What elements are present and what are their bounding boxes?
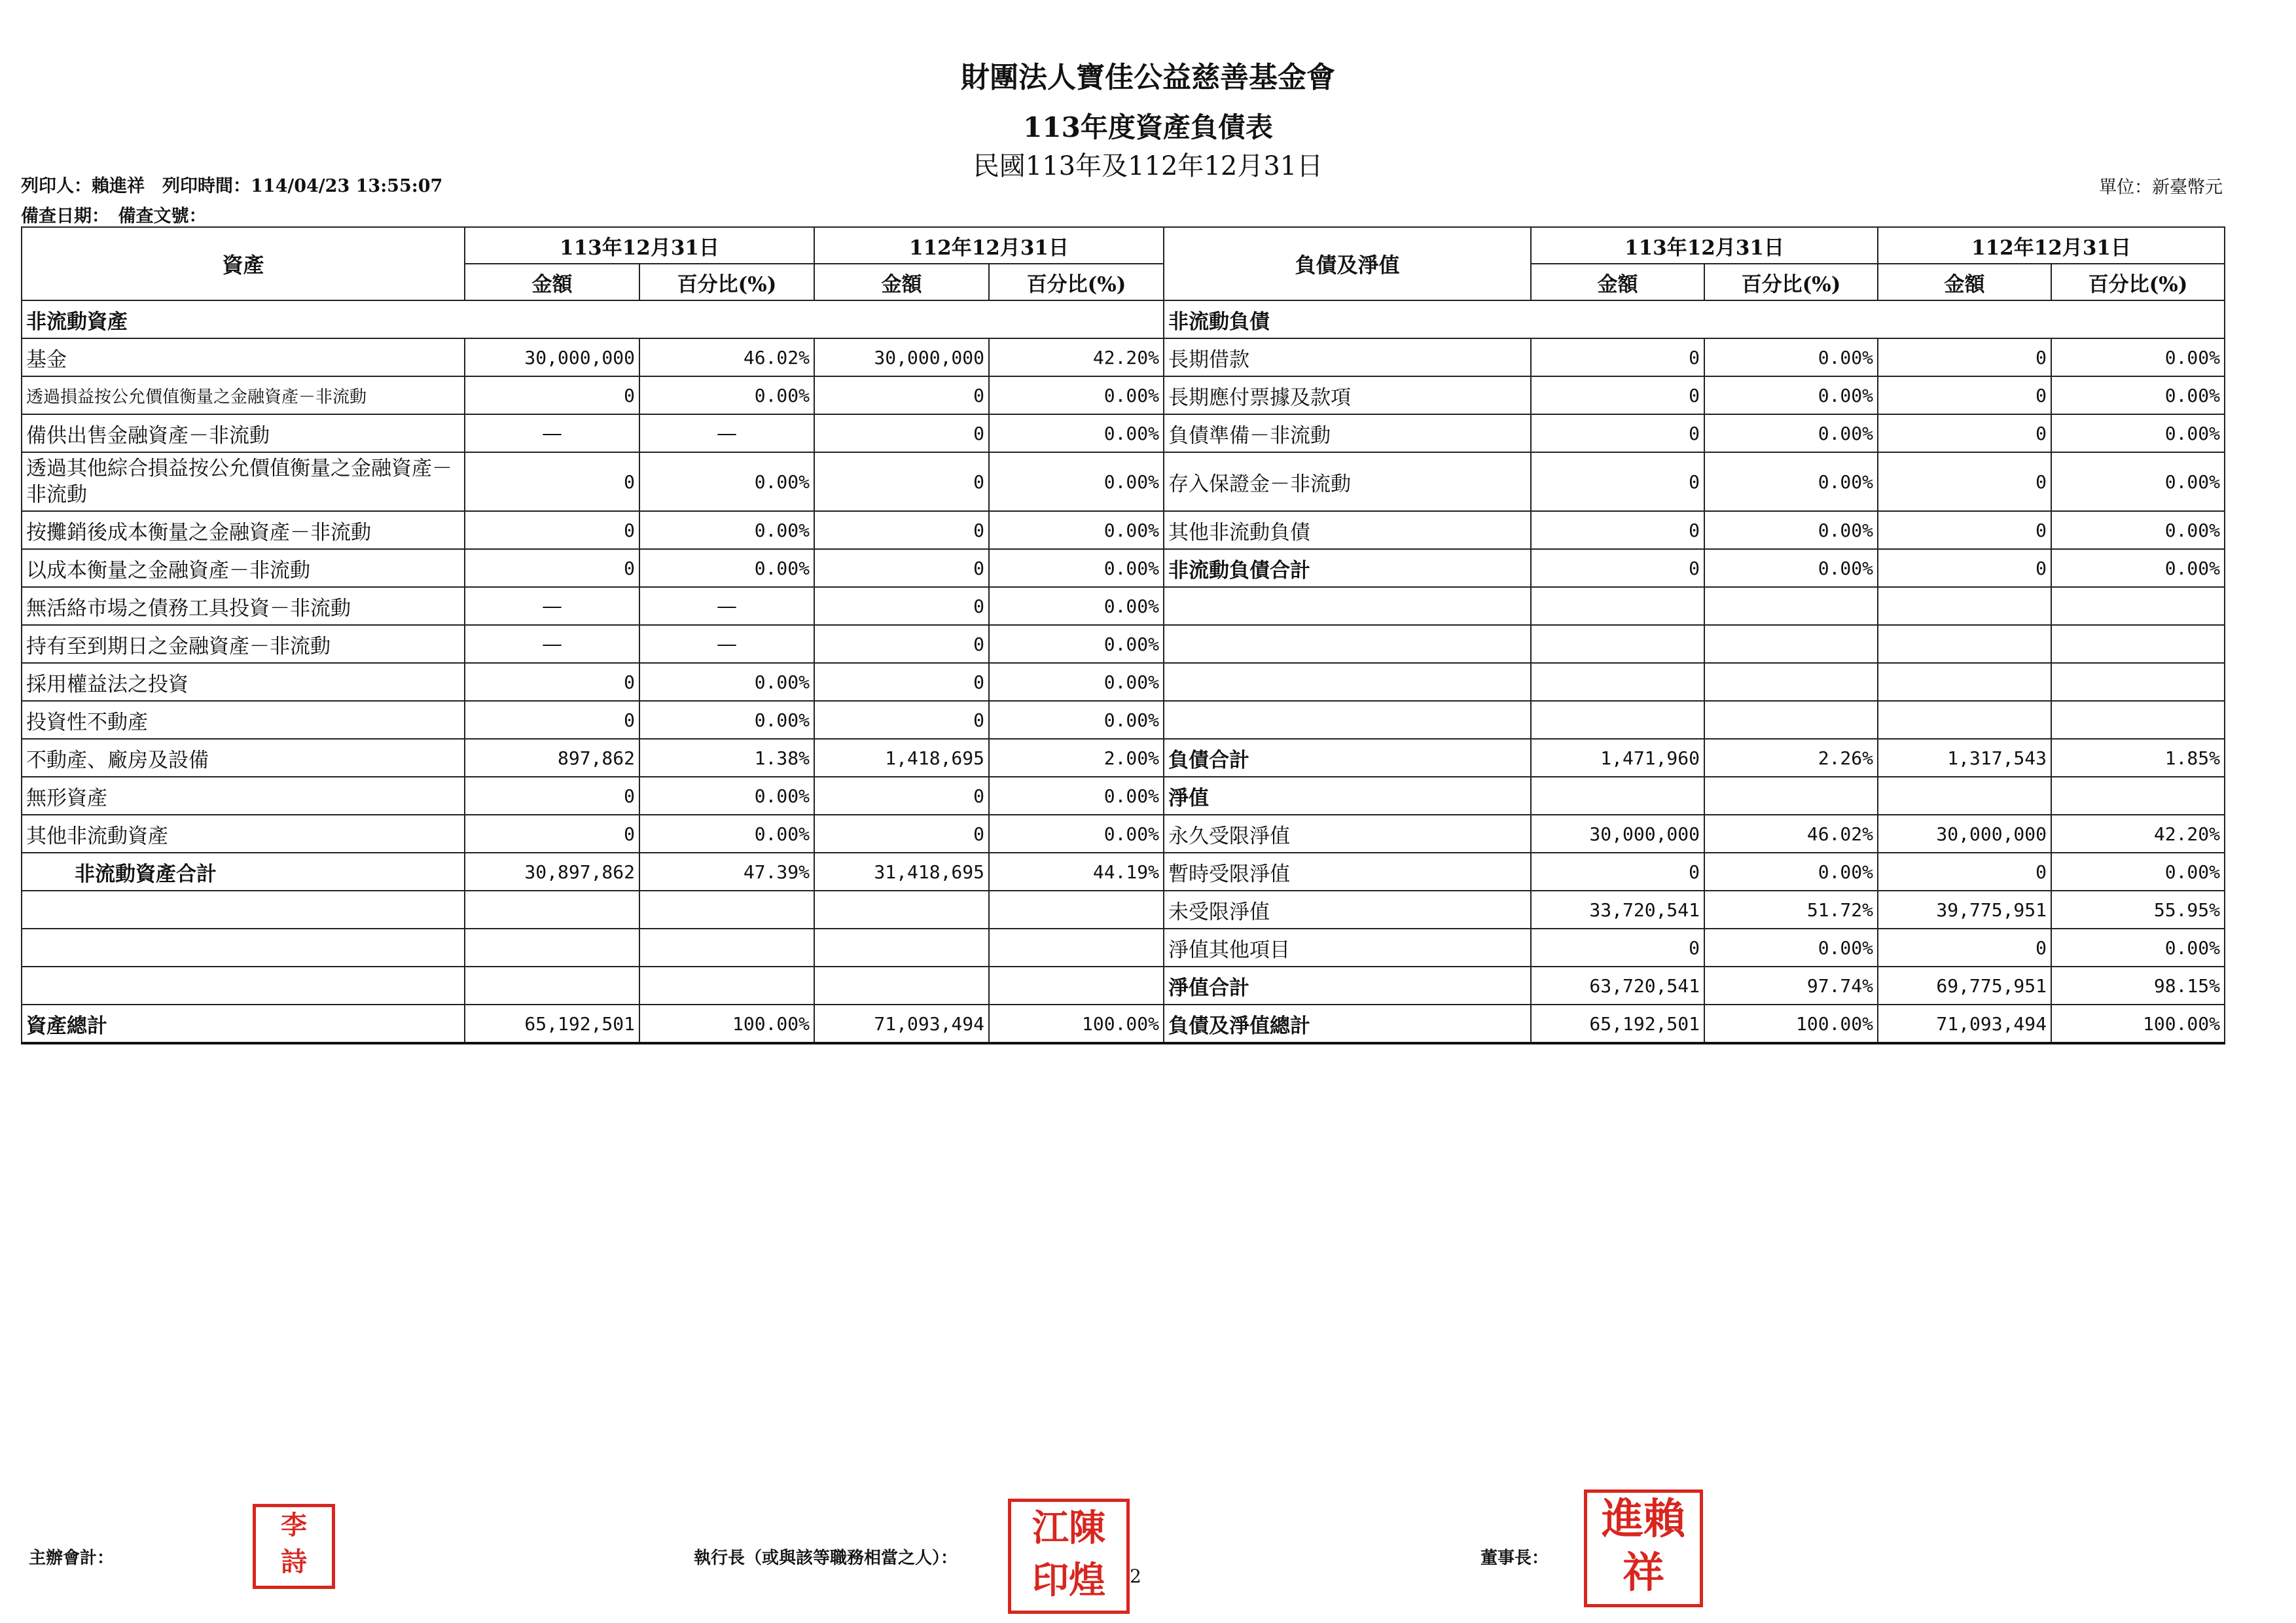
equity-label: 淨值其他項目 xyxy=(1164,929,1531,967)
empty-cell xyxy=(1531,587,1704,625)
asset-pct-112: 0.00% xyxy=(989,587,1164,625)
liability-label: 負債準備－非流動 xyxy=(1164,414,1531,452)
year-112-header: 112年12月31日 xyxy=(1878,227,2225,264)
liab-equity-total-112: 71,093,494 xyxy=(1878,1005,2051,1043)
filing-info: 備查日期： 備查文號： xyxy=(21,206,207,226)
empty-cell xyxy=(22,967,465,1005)
liability-pct-113: 0.00% xyxy=(1704,338,1878,376)
liability-pct-112: 0.00% xyxy=(2051,452,2225,511)
empty-cell xyxy=(1531,701,1704,739)
amount-header: 金額 xyxy=(465,264,639,300)
asset-pct-112: 0.00% xyxy=(989,701,1164,739)
asset-label: 採用權益法之投資 xyxy=(22,663,465,701)
equity-pct-112: 0.00% xyxy=(2051,853,2225,891)
report-period: 民國113年及112年12月31日 xyxy=(973,151,1323,181)
asset-amount-113: — xyxy=(465,414,639,452)
empty-cell xyxy=(1878,625,2051,663)
equity-pct-113: 0.00% xyxy=(1704,929,1878,967)
equity-label: 未受限淨值 xyxy=(1164,891,1531,929)
asset-pct-112: 42.20% xyxy=(989,338,1164,376)
liability-amount-112: 0 xyxy=(1878,452,2051,511)
section-title: 非流動資產 xyxy=(22,300,1164,338)
percent-header: 百分比(%) xyxy=(2051,264,2225,300)
asset-amount-113: — xyxy=(465,587,639,625)
asset-amount-112: 0 xyxy=(814,549,989,587)
asset-amount-113: 0 xyxy=(465,452,639,511)
liability-amount-113: 0 xyxy=(1531,338,1704,376)
equity-amount-113: 33,720,541 xyxy=(1531,891,1704,929)
equity-amount-112: 0 xyxy=(1878,853,2051,891)
empty-cell xyxy=(2051,625,2225,663)
liability-amount-113: 0 xyxy=(1531,511,1704,549)
asset-amount-113: 0 xyxy=(465,815,639,853)
asset-label: 不動產、廠房及設備 xyxy=(22,739,465,777)
asset-pct-113: 0.00% xyxy=(639,549,814,587)
asset-amount-113: 0 xyxy=(465,701,639,739)
liability-label: 其他非流動負債 xyxy=(1164,511,1531,549)
asset-pct-113: 0.00% xyxy=(639,452,814,511)
liability-pct-113: 0.00% xyxy=(1704,452,1878,511)
empty-cell xyxy=(1704,587,1878,625)
asset-label: 透過損益按公允價值衡量之金融資產－非流動 xyxy=(22,376,465,414)
empty-cell xyxy=(22,891,465,929)
equity-amount-112: 0 xyxy=(1878,929,2051,967)
asset-amount-112: 0 xyxy=(814,587,989,625)
liability-amount-113: 0 xyxy=(1531,452,1704,511)
table-row xyxy=(22,376,2225,414)
liability-amount-112: 0 xyxy=(1878,511,2051,549)
currency-unit: 單位：新臺幣元 xyxy=(2099,177,2223,198)
asset-pct-112: 0.00% xyxy=(989,625,1164,663)
equity-pct-112: 55.95% xyxy=(2051,891,2225,929)
asset-pct-112: 0.00% xyxy=(989,376,1164,414)
equity-amount-113: 30,000,000 xyxy=(1531,815,1704,853)
empty-cell xyxy=(989,891,1164,929)
table-row xyxy=(22,1005,2225,1043)
equity-pct-113: 51.72% xyxy=(1704,891,1878,929)
ceo-seal: 江陳 印煌 xyxy=(1008,1499,1130,1614)
empty-cell xyxy=(1704,625,1878,663)
year-113-header: 113年12月31日 xyxy=(465,227,814,264)
equity-amount-113: 0 xyxy=(1531,929,1704,967)
empty-cell xyxy=(989,967,1164,1005)
asset-amount-112: 30,000,000 xyxy=(814,338,989,376)
liability-total-113: 1,471,960 xyxy=(1531,739,1704,777)
asset-pct-113: 0.00% xyxy=(639,815,814,853)
asset-amount-113: 0 xyxy=(465,376,639,414)
empty-cell xyxy=(814,891,989,929)
liability-subtotal-label: 非流動負債合計 xyxy=(1164,549,1531,587)
empty-cell xyxy=(814,967,989,1005)
asset-pct-112: 0.00% xyxy=(989,663,1164,701)
balance-sheet-table xyxy=(21,226,2225,1044)
asset-amount-113: 0 xyxy=(465,549,639,587)
asset-total-label: 資產總計 xyxy=(22,1005,465,1043)
amount-header: 金額 xyxy=(1878,264,2051,300)
asset-label: 透過其他綜合損益按公允價值衡量之金融資產－非流動 xyxy=(22,452,465,511)
empty-cell xyxy=(1878,663,2051,701)
asset-subtotal-112: 31,418,695 xyxy=(814,853,989,891)
empty-cell xyxy=(2051,701,2225,739)
asset-pct-113: 0.00% xyxy=(639,376,814,414)
asset-subtotal-pct-112: 44.19% xyxy=(989,853,1164,891)
table-row xyxy=(22,663,2225,701)
asset-amount-113: — xyxy=(465,625,639,663)
liab-equity-total-113: 65,192,501 xyxy=(1531,1005,1704,1043)
liability-amount-112: 0 xyxy=(1878,376,2051,414)
liability-pct-112: 0.00% xyxy=(2051,414,2225,452)
ceo-page-mark: 2 xyxy=(1130,1565,1141,1587)
empty-cell xyxy=(639,891,814,929)
equity-pct-113: 0.00% xyxy=(1704,853,1878,891)
asset-amount-112: 0 xyxy=(814,625,989,663)
table-row xyxy=(22,891,2225,929)
percent-header: 百分比(%) xyxy=(989,264,1164,300)
asset-amount-112: 0 xyxy=(814,511,989,549)
asset-amount-112: 0 xyxy=(814,376,989,414)
empty-cell xyxy=(1164,625,1531,663)
year-112-header: 112年12月31日 xyxy=(814,227,1164,264)
asset-label: 基金 xyxy=(22,338,465,376)
table-row xyxy=(22,625,2225,663)
liab-equity-total-pct-112: 100.00% xyxy=(2051,1005,2225,1043)
liability-total-pct-113: 2.26% xyxy=(1704,739,1878,777)
empty-cell xyxy=(1531,625,1704,663)
table-row xyxy=(22,511,2225,549)
empty-cell xyxy=(1878,587,2051,625)
liab-equity-total-pct-113: 100.00% xyxy=(1704,1005,1878,1043)
asset-pct-113: — xyxy=(639,625,814,663)
empty-cell xyxy=(465,891,639,929)
asset-amount-113: 0 xyxy=(465,663,639,701)
asset-pct-112: 0.00% xyxy=(989,549,1164,587)
ceo-signature-label: 執行長（或與該等職務相當之人）： xyxy=(694,1548,958,1568)
asset-total-113: 65,192,501 xyxy=(465,1005,639,1043)
table-row xyxy=(22,815,2225,853)
empty-cell xyxy=(465,929,639,967)
asset-label: 無活絡市場之債務工具投資－非流動 xyxy=(22,587,465,625)
asset-pct-113: — xyxy=(639,587,814,625)
table-row xyxy=(22,414,2225,452)
asset-amount-112: 0 xyxy=(814,777,989,815)
asset-label: 投資性不動產 xyxy=(22,701,465,739)
empty-cell xyxy=(1704,663,1878,701)
asset-amount-112: 1,418,695 xyxy=(814,739,989,777)
asset-pct-112: 0.00% xyxy=(989,414,1164,452)
equity-amount-112: 30,000,000 xyxy=(1878,815,2051,853)
asset-subtotal-label: 非流動資產合計 xyxy=(22,853,465,891)
asset-amount-113: 0 xyxy=(465,511,639,549)
table-row xyxy=(22,853,2225,891)
empty-cell xyxy=(639,967,814,1005)
liability-subtotal-pct-113: 0.00% xyxy=(1704,549,1878,587)
amount-header: 金額 xyxy=(814,264,989,300)
asset-label: 以成本衡量之金融資產－非流動 xyxy=(22,549,465,587)
asset-amount-112: 0 xyxy=(814,414,989,452)
table-row xyxy=(22,739,2225,777)
empty-cell xyxy=(1704,777,1878,815)
equity-label: 暫時受限淨值 xyxy=(1164,853,1531,891)
empty-cell xyxy=(22,929,465,967)
asset-subtotal-pct-113: 47.39% xyxy=(639,853,814,891)
empty-cell xyxy=(465,967,639,1005)
equity-amount-112: 39,775,951 xyxy=(1878,891,2051,929)
asset-total-pct-112: 100.00% xyxy=(989,1005,1164,1043)
asset-amount-112: 0 xyxy=(814,701,989,739)
asset-pct-113: 0.00% xyxy=(639,511,814,549)
empty-cell xyxy=(1704,701,1878,739)
liability-amount-113: 0 xyxy=(1531,376,1704,414)
liab-equity-total-label: 負債及淨值總計 xyxy=(1164,1005,1531,1043)
organization-title: 財團法人寶佳公益慈善基金會 xyxy=(961,61,1335,94)
liability-pct-113: 0.00% xyxy=(1704,511,1878,549)
assets-header: 資產 xyxy=(22,227,465,300)
liability-total-112: 1,317,543 xyxy=(1878,739,2051,777)
liability-pct-113: 0.00% xyxy=(1704,376,1878,414)
asset-label: 持有至到期日之金融資產－非流動 xyxy=(22,625,465,663)
asset-total-112: 71,093,494 xyxy=(814,1005,989,1043)
liability-amount-112: 0 xyxy=(1878,338,2051,376)
liability-label: 長期借款 xyxy=(1164,338,1531,376)
asset-pct-112: 0.00% xyxy=(989,815,1164,853)
report-title: 113年度資產負債表 xyxy=(1023,111,1273,143)
empty-cell xyxy=(1878,777,2051,815)
table-row xyxy=(22,587,2225,625)
equity-total-113: 63,720,541 xyxy=(1531,967,1704,1005)
asset-pct-112: 0.00% xyxy=(989,511,1164,549)
asset-total-pct-113: 100.00% xyxy=(639,1005,814,1043)
print-info: 列印人：賴進祥 列印時間：114/04/23 13:55:07 xyxy=(21,176,443,196)
empty-cell xyxy=(1531,663,1704,701)
equity-total-pct-112: 98.15% xyxy=(2051,967,2225,1005)
asset-pct-113: 0.00% xyxy=(639,777,814,815)
empty-cell xyxy=(2051,777,2225,815)
table-row xyxy=(22,701,2225,739)
table-row xyxy=(22,549,2225,587)
empty-cell xyxy=(1878,701,2051,739)
liability-subtotal-pct-112: 0.00% xyxy=(2051,549,2225,587)
asset-pct-112: 0.00% xyxy=(989,452,1164,511)
equity-amount-113: 0 xyxy=(1531,853,1704,891)
liability-amount-112: 0 xyxy=(1878,414,2051,452)
equity-pct-113: 46.02% xyxy=(1704,815,1878,853)
empty-cell xyxy=(1531,777,1704,815)
liability-subtotal-112: 0 xyxy=(1878,549,2051,587)
table-row xyxy=(22,338,2225,376)
asset-subtotal-113: 30,897,862 xyxy=(465,853,639,891)
percent-header: 百分比(%) xyxy=(1704,264,1878,300)
liability-pct-113: 0.00% xyxy=(1704,414,1878,452)
asset-pct-113: 0.00% xyxy=(639,701,814,739)
table-row xyxy=(22,300,2225,338)
chairman-signature-label: 董事長： xyxy=(1480,1548,1549,1568)
asset-pct-113: 1.38% xyxy=(639,739,814,777)
empty-cell xyxy=(814,929,989,967)
asset-label: 按攤銷後成本衡量之金融資產－非流動 xyxy=(22,511,465,549)
asset-label: 備供出售金融資產－非流動 xyxy=(22,414,465,452)
asset-amount-113: 0 xyxy=(465,777,639,815)
asset-pct-113: 46.02% xyxy=(639,338,814,376)
percent-header: 百分比(%) xyxy=(639,264,814,300)
asset-amount-112: 0 xyxy=(814,663,989,701)
liability-amount-113: 0 xyxy=(1531,414,1704,452)
asset-pct-112: 0.00% xyxy=(989,777,1164,815)
equity-total-pct-113: 97.74% xyxy=(1704,967,1878,1005)
asset-pct-112: 2.00% xyxy=(989,739,1164,777)
empty-cell xyxy=(989,929,1164,967)
empty-cell xyxy=(2051,587,2225,625)
equity-section-title: 淨值 xyxy=(1164,777,1531,815)
liabilities-header: 負債及淨值 xyxy=(1164,227,1531,300)
asset-pct-113: — xyxy=(639,414,814,452)
accountant-seal: 李 詩 xyxy=(253,1504,335,1589)
liability-pct-112: 0.00% xyxy=(2051,376,2225,414)
liability-label: 長期應付票據及款項 xyxy=(1164,376,1531,414)
equity-total-112: 69,775,951 xyxy=(1878,967,2051,1005)
asset-label: 無形資產 xyxy=(22,777,465,815)
empty-cell xyxy=(1164,701,1531,739)
asset-label: 其他非流動資產 xyxy=(22,815,465,853)
liability-pct-112: 0.00% xyxy=(2051,338,2225,376)
table-row xyxy=(22,929,2225,967)
liability-total-label: 負債合計 xyxy=(1164,739,1531,777)
equity-pct-112: 0.00% xyxy=(2051,929,2225,967)
liability-label: 存入保證金－非流動 xyxy=(1164,452,1531,511)
table-row xyxy=(22,777,2225,815)
asset-amount-112: 0 xyxy=(814,452,989,511)
asset-amount-112: 0 xyxy=(814,815,989,853)
liability-subtotal-113: 0 xyxy=(1531,549,1704,587)
table-row xyxy=(22,967,2225,1005)
empty-cell xyxy=(1164,663,1531,701)
liability-pct-112: 0.00% xyxy=(2051,511,2225,549)
empty-cell xyxy=(639,929,814,967)
equity-pct-112: 42.20% xyxy=(2051,815,2225,853)
asset-pct-113: 0.00% xyxy=(639,663,814,701)
equity-total-label: 淨值合計 xyxy=(1164,967,1531,1005)
asset-amount-113: 30,000,000 xyxy=(465,338,639,376)
table-row xyxy=(22,452,2225,511)
accountant-signature-label: 主辦會計： xyxy=(29,1548,115,1568)
year-113-header: 113年12月31日 xyxy=(1531,227,1878,264)
equity-label: 永久受限淨值 xyxy=(1164,815,1531,853)
section-title: 非流動負債 xyxy=(1164,300,2225,338)
empty-cell xyxy=(2051,663,2225,701)
empty-cell xyxy=(1164,587,1531,625)
amount-header: 金額 xyxy=(1531,264,1704,300)
liability-total-pct-112: 1.85% xyxy=(2051,739,2225,777)
asset-amount-113: 897,862 xyxy=(465,739,639,777)
chairman-seal: 進賴 祥 xyxy=(1584,1489,1703,1607)
